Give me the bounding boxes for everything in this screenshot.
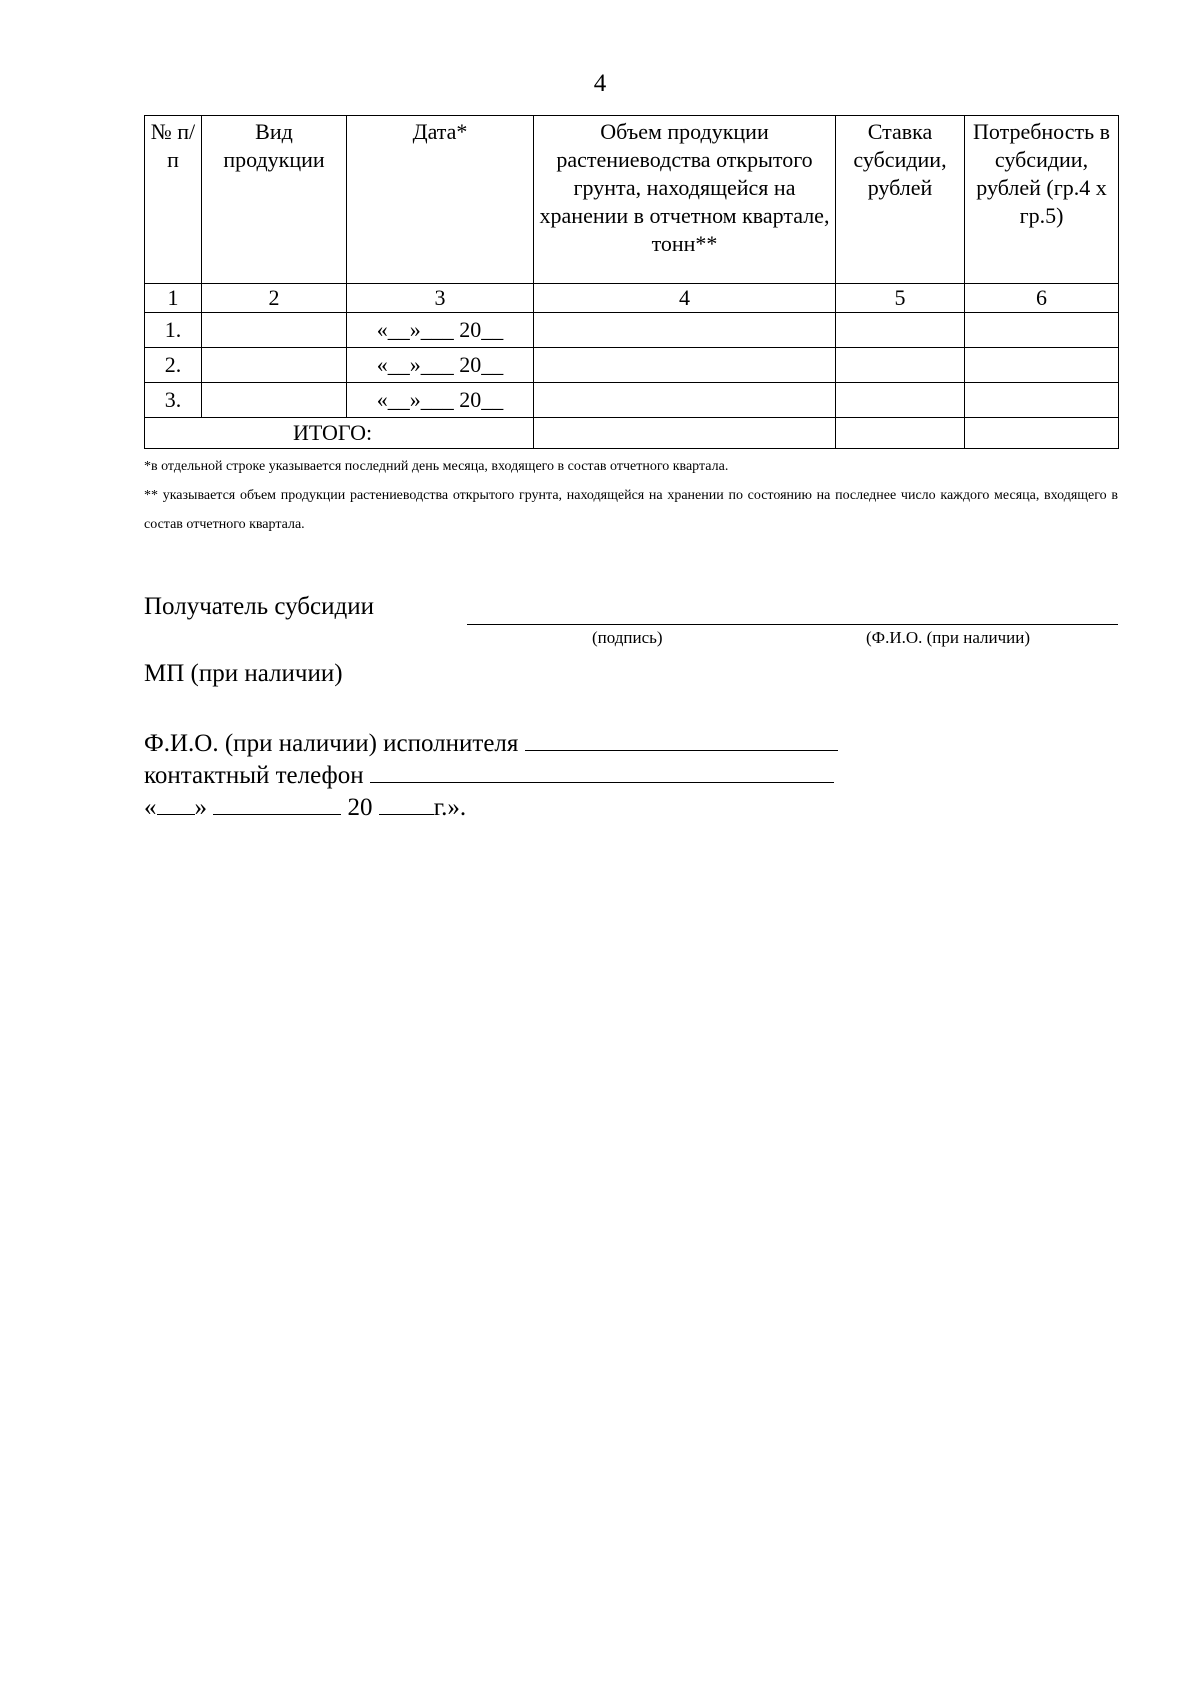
executor-block (144, 728, 838, 824)
stamp-label: МП (при наличии) (144, 660, 343, 687)
executor-fio-line (144, 728, 838, 760)
header-date: Дата* (347, 116, 534, 284)
header-rate: Ставка субсидии, рублей (836, 116, 965, 284)
total-label: ИТОГО: (145, 418, 534, 449)
executor-fio-field[interactable] (525, 728, 838, 751)
year-field[interactable] (379, 792, 434, 815)
contact-phone-line (144, 760, 838, 792)
page-number: 4 (593, 70, 607, 97)
column-number: 5 (836, 284, 965, 313)
month-field[interactable] (213, 792, 341, 815)
footnotes (144, 452, 1118, 539)
column-number: 1 (145, 284, 202, 313)
product-cell[interactable] (202, 383, 347, 418)
rate-cell[interactable] (836, 383, 965, 418)
year-prefix: 20 (347, 794, 373, 821)
need-cell[interactable] (965, 383, 1119, 418)
table-row (145, 348, 1119, 383)
header-need: Потребность в субсидии, рублей (гр.4 х гр.5) (965, 116, 1119, 284)
date-line (144, 792, 838, 824)
contact-phone-label: контактный телефон (144, 762, 364, 789)
total-row (145, 418, 1119, 449)
date-end: г.». (433, 794, 467, 821)
total-volume-cell[interactable] (534, 418, 836, 449)
subsidy-table (144, 115, 1119, 449)
signature-line[interactable] (467, 624, 1118, 625)
need-cell[interactable] (965, 313, 1119, 348)
row-number: 3. (145, 383, 202, 418)
executor-fio-label: Ф.И.О. (при наличии) исполнителя (144, 730, 519, 757)
volume-cell[interactable] (534, 313, 836, 348)
volume-cell[interactable] (534, 348, 836, 383)
footnote-volume: ** указывается объем продукции растениеводства открытого грунта, находящейся на хранении по состоянию на последнее число каждого месяца, входящего в состав отчетного квартала. (144, 488, 1118, 532)
fio-hint: (Ф.И.О. (при наличии) (866, 628, 1031, 647)
contact-phone-field[interactable] (370, 760, 834, 783)
row-number: 2. (145, 348, 202, 383)
date-cell[interactable]: «__»___ 20__ (347, 313, 534, 348)
footnote-date: *в отдельной строке указывается последний день месяца, входящего в состав отчетного квартала. (144, 459, 729, 474)
total-rate-cell[interactable] (836, 418, 965, 449)
volume-cell[interactable] (534, 383, 836, 418)
day-field[interactable] (157, 792, 195, 815)
table-header-row (145, 116, 1119, 284)
date-open-quote: « (144, 794, 157, 821)
header-product-type: Вид продукции (202, 116, 347, 284)
column-number: 6 (965, 284, 1119, 313)
product-cell[interactable] (202, 313, 347, 348)
date-cell[interactable]: «__»___ 20__ (347, 383, 534, 418)
column-number: 2 (202, 284, 347, 313)
need-cell[interactable] (965, 348, 1119, 383)
date-close-quote: » (194, 794, 207, 821)
date-cell[interactable]: «__»___ 20__ (347, 348, 534, 383)
rate-cell[interactable] (836, 313, 965, 348)
column-number-row (145, 284, 1119, 313)
column-number: 3 (347, 284, 534, 313)
signature-hint: (подпись) (592, 628, 663, 647)
header-number: № п/п (145, 116, 202, 284)
rate-cell[interactable] (836, 348, 965, 383)
recipient-label: Получатель субсидии (144, 593, 374, 620)
column-number: 4 (534, 284, 836, 313)
row-number: 1. (145, 313, 202, 348)
product-cell[interactable] (202, 348, 347, 383)
header-volume: Объем продукции растениеводства открытого грунта, находящейся на хранении в отчетном квартале, тонн** (534, 116, 836, 284)
total-need-cell[interactable] (965, 418, 1119, 449)
table-row (145, 313, 1119, 348)
table-row (145, 383, 1119, 418)
